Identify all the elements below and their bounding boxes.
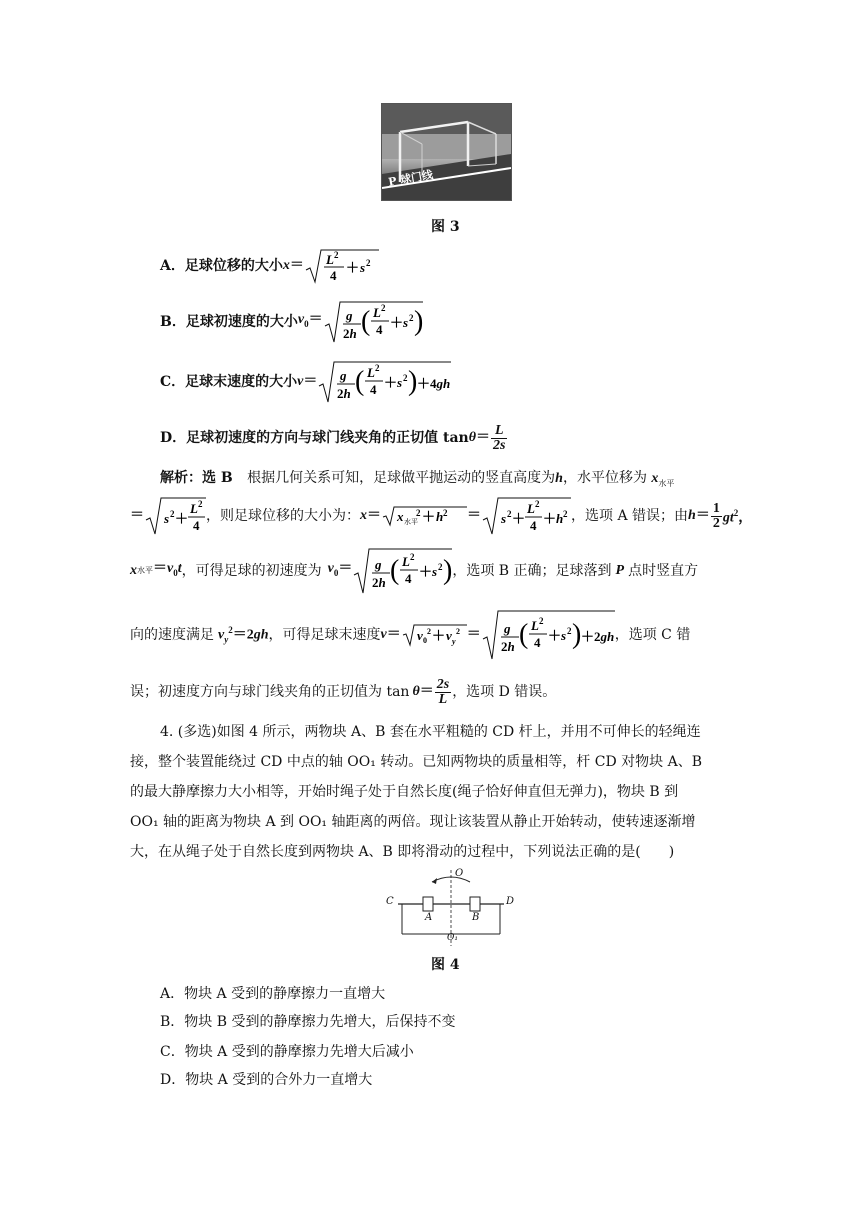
solution-text-2: ，水平位移为 [562,470,647,486]
svg-text:): ) [443,555,453,586]
svg-text:s: s [397,375,403,390]
fig4-label-d: D [506,896,515,907]
svg-text:L: L [372,305,381,320]
svg-text:2: 2 [538,616,544,626]
svg-text:＋: ＋ [543,511,557,526]
solution-line-5: 误；初速度方向与球门线夹角的正切值为 tan θ＝ $\frac{2s}{L}$ ，选项 D 错误。 [130,676,557,707]
solution-text-12: ，选项 D 错误。 [452,684,557,700]
svg-text:＋: ＋ [422,509,436,524]
solution-text-5: ，可得足球的初速度为 [181,563,322,579]
q3-option-b-text: B．足球初速度的大小 [160,314,298,330]
q3-option-d: D．足球初速度的方向与球门线夹角的正切值 tan θ＝ $\frac{L}{2s}$ [160,422,506,453]
svg-text:2: 2 [365,258,371,268]
svg-text:2h: 2h [337,386,352,401]
subscript-horizontal-1: 水平 [658,478,675,488]
sqrt-v0 [352,547,452,595]
sqrt-c [317,360,451,404]
svg-text:v: v [445,628,452,643]
photo-label: P 球门线 [387,168,434,189]
sqrt-v-final [481,609,615,661]
svg-text:2: 2 [375,363,380,373]
svg-text:): ) [571,619,582,650]
svg-text:0: 0 [422,636,427,645]
fig4-label-o: O [455,868,464,879]
svg-text:s: s [560,628,566,643]
svg-text:s: s [164,511,170,526]
svg-text:2h: 2h [372,575,387,590]
solution-line-1: 解析：选 B 根据几何关系可知，足球做平抛运动的竖直高度为h，水平位移为 $x_{水平}$ [160,470,675,488]
subscript-horizontal-3: 水平 [137,566,153,575]
solution-text-3: ，则足球位移的大小为： [206,508,360,524]
goal-photo [381,103,512,201]
sqrt-a [304,248,379,284]
svg-text:2: 2 [416,508,421,518]
solution-answer: 选 B [202,470,233,486]
svg-text:v: v [416,628,423,643]
svg-text:2: 2 [198,499,203,509]
svg-text:2: 2 [408,313,414,323]
q4-option-c: C．物块 A 受到的静摩擦力先增大后减小 [160,1044,414,1060]
figure-4-caption: 图 4 [431,957,460,973]
solution-text-7: 点时竖直方 [628,563,699,579]
solution-text-6: ，选项 B 正确；足球落到 [452,563,612,579]
q3-option-a-text: A．足球位移的大小 [160,258,283,274]
solution-text-9: ，可得足球末速度 [268,627,381,643]
svg-text:): ) [413,306,423,337]
svg-text:(: ( [390,555,400,586]
svg-text:(: ( [360,306,370,337]
solution-text-8: 向的速度满足 [130,627,214,643]
svg-text:4: 4 [329,268,337,283]
svg-text:＋: ＋ [384,375,398,390]
q3-option-a: A．足球位移的大小 x＝ L 2 4 ＋ s 2 [160,248,379,284]
svg-text:＋: ＋ [512,511,526,526]
fig4-label-a: A [425,912,433,923]
svg-text:4: 4 [405,571,412,586]
sqrt-xsum [381,505,467,527]
svg-text:2: 2 [566,626,572,636]
solution-line-2: ＝ s 2 ＋ L 2 4 ，则足球位移的大小为： x＝ x 水平 2 ＋ h 2 ＝ s 2 ＋ L 2 4 ＋ h 2 ，选项 A 错误；由 h＝ $\frac{1}{2}$ $gt^2$， [130,494,752,538]
svg-text:L: L [367,365,376,380]
svg-text:2: 2 [455,627,460,636]
svg-text:2: 2 [410,552,415,562]
svg-text:2: 2 [170,509,175,519]
svg-text:s: s [501,511,507,526]
fig4-label-b: B [472,912,480,923]
svg-text:2: 2 [507,509,512,519]
svg-text:＋: ＋ [419,564,433,579]
svg-text:(: ( [355,366,365,397]
svg-text:2: 2 [443,508,448,518]
q4-option-b: B．物块 B 受到的静摩擦力先增大，后保持不变 [160,1014,456,1030]
svg-text:4: 4 [193,518,200,533]
svg-text:s: s [359,260,365,275]
fig4-label-o1: O₁ [447,933,458,943]
q4-line-5: 大，在从绳子处于自然长度到两物块 A、B 即将滑动的过程中，下列说法正确的是( ) [130,844,675,860]
svg-text:): ) [408,366,418,397]
svg-text:2: 2 [380,303,386,313]
svg-text:s: s [432,564,438,579]
svg-text:L: L [325,252,334,267]
svg-text:L: L [402,554,411,569]
svg-text:2: 2 [333,250,339,260]
q4-line-2: 接，整个装置能绕过 CD 中点的轴 OO₁ 转动。已知两物块的质量相等，杆 CD 对物块 A、B [130,754,702,770]
svg-text:2: 2 [535,499,540,509]
svg-text:y: y [451,637,456,646]
subscript-horizontal-2: 水平 [404,518,418,526]
figure-3-caption: 图 3 [431,219,460,235]
svg-text:g: g [503,621,511,636]
solution-text-1: 根据几何关系可知，足球做平抛运动的竖直高度为 [247,470,556,486]
svg-text:＋4gh: ＋4gh [417,376,451,391]
q3-option-c: C．足球末速度的大小 v＝ g 2h ( L 2 4 ＋ s 2 ) ＋4gh [160,360,451,404]
svg-text:＋: ＋ [431,628,445,643]
solution-text-4: ，选项 A 错误；由 [571,508,689,524]
solution-text-11: 误；初速度方向与球门线夹角的正切值为 tan [130,684,410,700]
svg-text:＋2gh: ＋2gh [580,629,614,644]
q3-option-b: B．足球初速度的大小 $v_0=$ g 2h ( L 2 4 ＋ s 2 ) [160,300,423,344]
q4-line-3: 的最大静摩擦力大小相等，开始时绳子处于自然长度(绳子恰好伸直但无弹力)，物块 B 到 [130,784,679,800]
svg-text:h: h [436,509,444,524]
sqrt-total [481,496,571,536]
svg-text:g: g [340,368,347,383]
q3-option-d-text: D．足球初速度的方向与球门线夹角的正切值 tan [160,430,469,446]
sqrt-b [323,300,423,344]
q4-line-4: OO₁ 轴的距离为物块 A 到 OO₁ 轴距离的两倍。现让该装置从静止开始转动，使转速逐渐增 [130,814,696,830]
svg-text:2: 2 [438,562,443,572]
solution-text-10: ，选项 C 错 [614,627,691,643]
svg-text:2h: 2h [342,326,357,341]
svg-text:2: 2 [426,627,431,636]
svg-text:2: 2 [563,509,568,519]
svg-text:L: L [530,618,539,633]
solution-line-3: x 水平 $=v_0t$ ，可得足球的初速度为 $v_0=$ g 2h ( L 2 4 ＋ s 2 ) ，选项 B 正确；足球落到 P 点时竖直方 [130,546,698,596]
sqrt-v-sum [401,623,467,647]
svg-text:4: 4 [375,322,383,337]
svg-text:s: s [402,315,408,330]
svg-text:(: ( [518,619,529,650]
svg-text:4: 4 [530,518,537,533]
solution-label: 解析： [160,470,202,486]
svg-text:4: 4 [370,382,377,397]
svg-text:4: 4 [533,635,541,650]
svg-text:h: h [556,511,564,526]
svg-text:L: L [527,501,535,516]
svg-text:2: 2 [403,373,408,383]
q4-option-d: D．物块 A 受到的合外力一直增大 [160,1072,373,1088]
solution-line-4: 向的速度满足 $v_y^2=2gh$ ，可得足球末速度 v＝ v 0 2 ＋ v y 2 ＝ g 2h ( L 2 4 ＋ s 2 ) ＋2gh ，选项 C 错 [130,608,690,662]
svg-text:＋: ＋ [547,628,561,643]
q3-option-c-text: C．足球末速度的大小 [160,374,298,390]
q4-line-1: 4. (多选)如图 4 所示，两物块 A、B 套在水平粗糙的 CD 杆上，并用不可伸长的轻绳连 [160,724,701,740]
fig4-label-c: C [386,896,394,907]
svg-text:＋: ＋ [345,260,359,275]
sqrt-xh [144,496,206,536]
svg-text:＋: ＋ [175,511,189,526]
svg-text:2h: 2h [500,639,515,654]
q4-option-a: A．物块 A 受到的静摩擦力一直增大 [160,986,386,1002]
svg-text:g: g [375,557,382,572]
svg-text:L: L [190,501,198,516]
svg-text:x: x [397,509,404,524]
svg-text:＋: ＋ [389,315,403,330]
svg-text:g: g [345,308,353,323]
figure-4-diagram [380,868,520,948]
